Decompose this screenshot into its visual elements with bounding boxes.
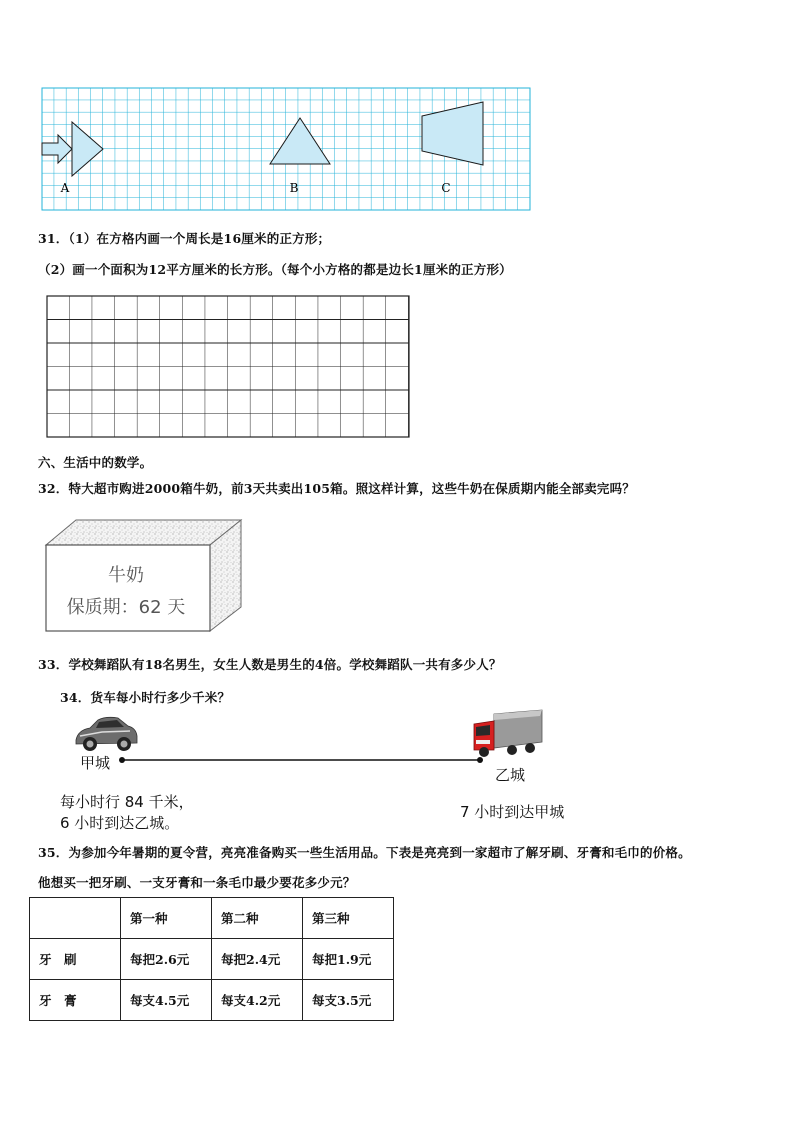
car-icon [72,714,140,754]
q31-line2: （2）画一个面积为12平方厘米的长方形。（每个小方格的都是边长1厘米的正方形） [38,262,512,277]
table-header-row [30,898,394,939]
table-header-cell: 第一种 [121,898,212,939]
table-header-cell: 第三种 [303,898,394,939]
table-row [30,939,394,980]
table-header-cell [30,898,121,939]
q32-text: 32．特大超市购进2000箱牛奶，前3天共卖出105箱。照这样计算，这些牛奶在保质期内能全部卖完吗？ [38,481,635,496]
city-a-label: 甲城 [80,754,111,772]
truck-time-info: 7 小时到达甲城 [460,803,565,821]
table-header-cell: 第二种 [212,898,303,939]
table-cell: 牙 膏 [30,980,121,1021]
shape-grid-figure [38,85,534,212]
city-b-label: 乙城 [495,766,526,784]
shape-c-label: C [441,181,451,195]
milk-box-shelf-life: 保质期：62 天 [66,597,186,618]
q35-line2: 他想买一把牙刷、一支牙膏和一条毛巾最少要花多少元？ [38,875,356,890]
route-line [116,754,486,766]
q31-line1: 31．（1）在方格内画一个周长是16厘米的正方形； [38,231,331,246]
shape-b-label: B [289,181,299,195]
table-cell: 每把1.9元 [303,939,394,980]
price-table [29,897,394,1021]
q35-line1: 35．为参加今年暑期的夏令营，亮亮准备购买一些生活用品。下表是亮亮到一家超市了解牙刷、牙膏和毛巾的价格。 [38,845,691,860]
section-6-heading: 六、生活中的数学。 [38,455,153,470]
table-cell: 每把2.6元 [121,939,212,980]
car-speed-info: 每小时行 84 千米， [60,793,194,811]
blank-drawing-grid [46,295,414,441]
table-row [30,980,394,1021]
truck-icon [470,708,544,758]
table-cell: 每支4.5元 [121,980,212,1021]
q33-text: 33．学校舞蹈队有18名男生，女生人数是男生的4倍。学校舞蹈队一共有多少人？ [38,657,502,672]
car-time-info: 6 小时到达乙城。 [60,814,180,832]
q34-text: 34．货车每小时行多少千米？ [60,690,231,705]
table-cell: 每支4.2元 [212,980,303,1021]
table-cell: 每把2.4元 [212,939,303,980]
shape-a-label: A [60,181,70,195]
table-cell: 牙 刷 [30,939,121,980]
table-cell: 每支3.5元 [303,980,394,1021]
milk-box-name: 牛奶 [108,565,144,586]
milk-box-illustration [40,515,246,635]
